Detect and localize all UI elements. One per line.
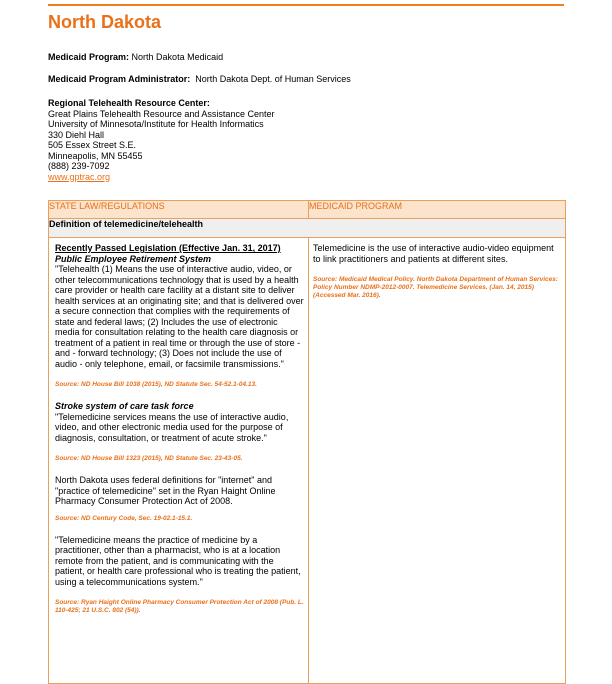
- resource-center-link[interactable]: www.gptrac.org: [48, 171, 111, 182]
- resource-center-block: [48, 98, 274, 182]
- page-title: North Dakota: [48, 12, 162, 32]
- legislation-heading: Recently Passed Legislation (Effective Jan. 31, 2017): [55, 243, 281, 253]
- source-citation: Source: Medicaid Medical Policy. North Dakota Department of Human Services: Policy Number NDMP-2012-0007. Telemedicine Services. (Jan. 14, 2015) (Accessed Mar. 2016).: [313, 276, 559, 299]
- header-state-law: STATE LAW/REGULATIONS: [49, 201, 309, 219]
- medicaid-program-field: [48, 52, 223, 63]
- table-row: [49, 238, 566, 684]
- section-row: [49, 219, 566, 238]
- table-header-row: [49, 201, 566, 219]
- medicaid-admin-label: Medicaid Program Administrator:: [48, 74, 191, 84]
- medicaid-program-value: North Dakota Medicaid: [131, 52, 224, 62]
- resource-center-line: (888) 239-7092: [48, 161, 110, 171]
- source-citation: Source: ND Century Code, Sec. 19-02.1-15.1.: [55, 514, 193, 522]
- subheading-stroke: Stroke system of care task force: [55, 401, 194, 411]
- resource-center-line: 330 Diehl Hall: [48, 129, 105, 140]
- medicaid-admin-field: [48, 74, 351, 85]
- medicaid-definition: Telemedicine is the use of interactive audio-video equipment to link practitioners and patients at different sites.: [313, 243, 554, 264]
- source-citation: Source: ND House Bill 1323 (2015), ND Statute Sec. 23-43-05.: [55, 455, 243, 462]
- source-citation: Source: Ryan Haight Online Pharmacy Consumer Protection Act of 2008 (Pub. L. 110-425; 21 U.S.C. 802 (54)).: [55, 599, 304, 614]
- medicaid-admin-value: North Dakota Dept. of Human Services: [195, 74, 351, 84]
- policy-table: [48, 200, 566, 684]
- state-law-cell: [49, 238, 309, 684]
- stroke-definition: "Telemedicine services means the use of interactive audio, video, and other electronic media used for the purpose of diagnosis, consultation, or treatment of acute stroke.": [55, 411, 289, 443]
- resource-center-line: Great Plains Telehealth Resource and Assistance Center: [48, 108, 275, 119]
- resource-center-label: Regional Telehealth Resource Center:: [48, 98, 210, 108]
- source-citation: Source: ND House Bill 1038 (2015), ND Statute Sec. 54-52.1-04.13.: [55, 381, 257, 388]
- telemedicine-definition: "Telemedicine means the practice of medicine by a practitioner, other than a pharmacist, who is at a location remote from the patient, and is communicating with the patient, or health care professional who is treating the patient, using a telecommunications system.": [55, 534, 301, 587]
- resource-center-line: Minneapolis, MN 55455: [48, 150, 143, 161]
- resource-center-line: 505 Essex Street S.E.: [48, 140, 137, 150]
- section-title: Definition of telemedicine/telehealth: [49, 219, 566, 238]
- subheading-pers: Public Employee Retirement System: [55, 253, 212, 264]
- telehealth-definition: "Telehealth (1) Means the use of interactive audio, video, or other telecommunications technology that is used by a health care provider or health care facility at a distant site to deliver health services at an originating site; and that is delivered over a secure connection that complies with the requirements of state and federal laws; (2) Includes the use of electronic media for consultation relating to the health care diagnosis or treatment of a patient in real time or through the use of store - and - forward technology; (3) Does not include the use of audio - only telephone, email, or facsimile transmissions.": [55, 264, 304, 369]
- header-medicaid-program: MEDICAID PROGRAM: [309, 201, 566, 219]
- medicaid-cell: [309, 238, 566, 684]
- header-rule: [48, 4, 564, 6]
- resource-center-line: University of Minnesota/Institute for Health Informatics: [48, 119, 264, 129]
- federal-definitions-note: North Dakota uses federal definitions for "internet" and "practice of telemedicine" set in the Ryan Haight Online Pharmacy Consumer Protection Act of 2008.: [55, 475, 276, 506]
- medicaid-program-label: Medicaid Program:: [48, 52, 130, 62]
